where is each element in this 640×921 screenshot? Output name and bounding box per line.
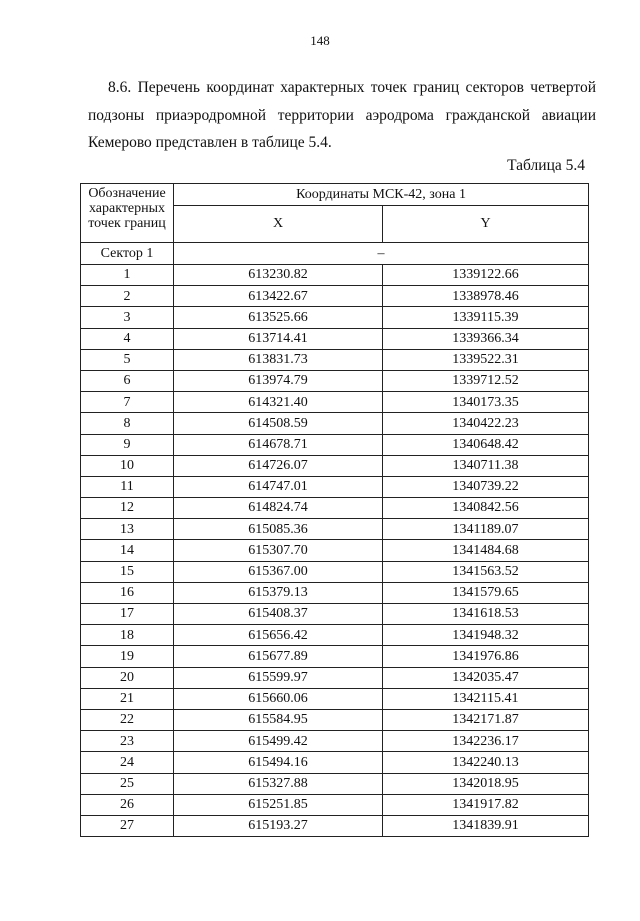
x-coordinate-cell: 614824.74 bbox=[174, 498, 383, 519]
point-number-cell: 13 bbox=[81, 519, 174, 540]
y-coordinate-cell: 1341618.53 bbox=[383, 604, 589, 625]
table-row bbox=[81, 561, 589, 582]
table-row bbox=[81, 265, 589, 286]
y-coordinate-cell: 1339366.34 bbox=[383, 328, 589, 349]
x-coordinate-cell: 613974.79 bbox=[174, 370, 383, 391]
point-number-cell: 11 bbox=[81, 476, 174, 497]
y-coordinate-cell: 1342171.87 bbox=[383, 709, 589, 730]
x-coordinate-cell: 615307.70 bbox=[174, 540, 383, 561]
table-row bbox=[81, 794, 589, 815]
sector-value: – bbox=[174, 243, 589, 265]
point-number-cell: 16 bbox=[81, 582, 174, 603]
table-row bbox=[81, 370, 589, 391]
point-number-cell: 6 bbox=[81, 370, 174, 391]
table-row bbox=[81, 625, 589, 646]
table-row bbox=[81, 519, 589, 540]
x-coordinate-cell: 615499.42 bbox=[174, 731, 383, 752]
header-coordinates: Координаты МСК-42, зона 1 bbox=[174, 184, 589, 206]
point-number-cell: 10 bbox=[81, 455, 174, 476]
table-row bbox=[81, 413, 589, 434]
x-coordinate-cell: 615660.06 bbox=[174, 688, 383, 709]
point-number-cell: 22 bbox=[81, 709, 174, 730]
x-coordinate-cell: 615656.42 bbox=[174, 625, 383, 646]
point-number-cell: 2 bbox=[81, 286, 174, 307]
x-coordinate-cell: 615251.85 bbox=[174, 794, 383, 815]
point-number-cell: 25 bbox=[81, 773, 174, 794]
y-coordinate-cell: 1340648.42 bbox=[383, 434, 589, 455]
y-coordinate-cell: 1339115.39 bbox=[383, 307, 589, 328]
table-row bbox=[81, 709, 589, 730]
point-number-cell: 5 bbox=[81, 349, 174, 370]
point-number-cell: 23 bbox=[81, 731, 174, 752]
point-number-cell: 9 bbox=[81, 434, 174, 455]
table-row bbox=[81, 815, 589, 836]
table-row bbox=[81, 667, 589, 688]
table-row bbox=[81, 540, 589, 561]
y-coordinate-cell: 1340842.56 bbox=[383, 498, 589, 519]
point-number-cell: 24 bbox=[81, 752, 174, 773]
x-coordinate-cell: 615584.95 bbox=[174, 709, 383, 730]
x-coordinate-cell: 613831.73 bbox=[174, 349, 383, 370]
y-coordinate-cell: 1341484.68 bbox=[383, 540, 589, 561]
table-row bbox=[81, 773, 589, 794]
table-row bbox=[81, 582, 589, 603]
y-coordinate-cell: 1340422.23 bbox=[383, 413, 589, 434]
point-number-cell: 4 bbox=[81, 328, 174, 349]
point-number-cell: 20 bbox=[81, 667, 174, 688]
table-row bbox=[81, 286, 589, 307]
table-row bbox=[81, 498, 589, 519]
x-coordinate-cell: 613422.67 bbox=[174, 286, 383, 307]
x-coordinate-cell: 614678.71 bbox=[174, 434, 383, 455]
table-caption: Таблица 5.4 bbox=[507, 157, 585, 174]
y-coordinate-cell: 1342236.17 bbox=[383, 731, 589, 752]
x-coordinate-cell: 614726.07 bbox=[174, 455, 383, 476]
y-coordinate-cell: 1340711.38 bbox=[383, 455, 589, 476]
point-number-cell: 18 bbox=[81, 625, 174, 646]
sector-label: Сектор 1 bbox=[81, 243, 174, 265]
header-x: X bbox=[174, 206, 383, 243]
x-coordinate-cell: 615677.89 bbox=[174, 646, 383, 667]
y-coordinate-cell: 1339122.66 bbox=[383, 265, 589, 286]
point-number-cell: 27 bbox=[81, 815, 174, 836]
point-number-cell: 26 bbox=[81, 794, 174, 815]
header-point-name: Обозначение характерных точек границ bbox=[81, 184, 174, 243]
table-row bbox=[81, 349, 589, 370]
sector-row bbox=[81, 243, 589, 265]
table-row bbox=[81, 731, 589, 752]
y-coordinate-cell: 1339522.31 bbox=[383, 349, 589, 370]
x-coordinate-cell: 614321.40 bbox=[174, 392, 383, 413]
x-coordinate-cell: 615408.37 bbox=[174, 604, 383, 625]
y-coordinate-cell: 1339712.52 bbox=[383, 370, 589, 391]
table-row bbox=[81, 604, 589, 625]
point-number-cell: 19 bbox=[81, 646, 174, 667]
table-row bbox=[81, 752, 589, 773]
point-number-cell: 7 bbox=[81, 392, 174, 413]
y-coordinate-cell: 1340173.35 bbox=[383, 392, 589, 413]
coordinates-table bbox=[80, 183, 589, 837]
point-number-cell: 1 bbox=[81, 265, 174, 286]
header-y: Y bbox=[383, 206, 589, 243]
table-row bbox=[81, 392, 589, 413]
table-row bbox=[81, 476, 589, 497]
table-row bbox=[81, 307, 589, 328]
page-number: 148 bbox=[310, 33, 330, 48]
y-coordinate-cell: 1338978.46 bbox=[383, 286, 589, 307]
y-coordinate-cell: 1340739.22 bbox=[383, 476, 589, 497]
x-coordinate-cell: 614508.59 bbox=[174, 413, 383, 434]
y-coordinate-cell: 1341189.07 bbox=[383, 519, 589, 540]
x-coordinate-cell: 615327.88 bbox=[174, 773, 383, 794]
y-coordinate-cell: 1341563.52 bbox=[383, 561, 589, 582]
point-number-cell: 14 bbox=[81, 540, 174, 561]
intro-paragraph: 8.6. Перечень координат характерных точек границ секторов четвертой подзоны приаэродромной территории аэродрома гражданской авиации Кемерово представлен в таблице 5.4. bbox=[88, 79, 596, 151]
table-row bbox=[81, 328, 589, 349]
x-coordinate-cell: 615494.16 bbox=[174, 752, 383, 773]
y-coordinate-cell: 1341976.86 bbox=[383, 646, 589, 667]
x-coordinate-cell: 615193.27 bbox=[174, 815, 383, 836]
point-number-cell: 21 bbox=[81, 688, 174, 709]
point-number-cell: 12 bbox=[81, 498, 174, 519]
y-coordinate-cell: 1342018.95 bbox=[383, 773, 589, 794]
y-coordinate-cell: 1341839.91 bbox=[383, 815, 589, 836]
x-coordinate-cell: 614747.01 bbox=[174, 476, 383, 497]
x-coordinate-cell: 613525.66 bbox=[174, 307, 383, 328]
table-row bbox=[81, 646, 589, 667]
x-coordinate-cell: 615085.36 bbox=[174, 519, 383, 540]
y-coordinate-cell: 1342035.47 bbox=[383, 667, 589, 688]
y-coordinate-cell: 1341579.65 bbox=[383, 582, 589, 603]
point-number-cell: 17 bbox=[81, 604, 174, 625]
y-coordinate-cell: 1341917.82 bbox=[383, 794, 589, 815]
point-number-cell: 3 bbox=[81, 307, 174, 328]
table-row bbox=[81, 434, 589, 455]
y-coordinate-cell: 1341948.32 bbox=[383, 625, 589, 646]
x-coordinate-cell: 615367.00 bbox=[174, 561, 383, 582]
table-row bbox=[81, 455, 589, 476]
table-row bbox=[81, 688, 589, 709]
x-coordinate-cell: 613230.82 bbox=[174, 265, 383, 286]
point-number-cell: 8 bbox=[81, 413, 174, 434]
x-coordinate-cell: 613714.41 bbox=[174, 328, 383, 349]
point-number-cell: 15 bbox=[81, 561, 174, 582]
y-coordinate-cell: 1342240.13 bbox=[383, 752, 589, 773]
x-coordinate-cell: 615379.13 bbox=[174, 582, 383, 603]
y-coordinate-cell: 1342115.41 bbox=[383, 688, 589, 709]
x-coordinate-cell: 615599.97 bbox=[174, 667, 383, 688]
